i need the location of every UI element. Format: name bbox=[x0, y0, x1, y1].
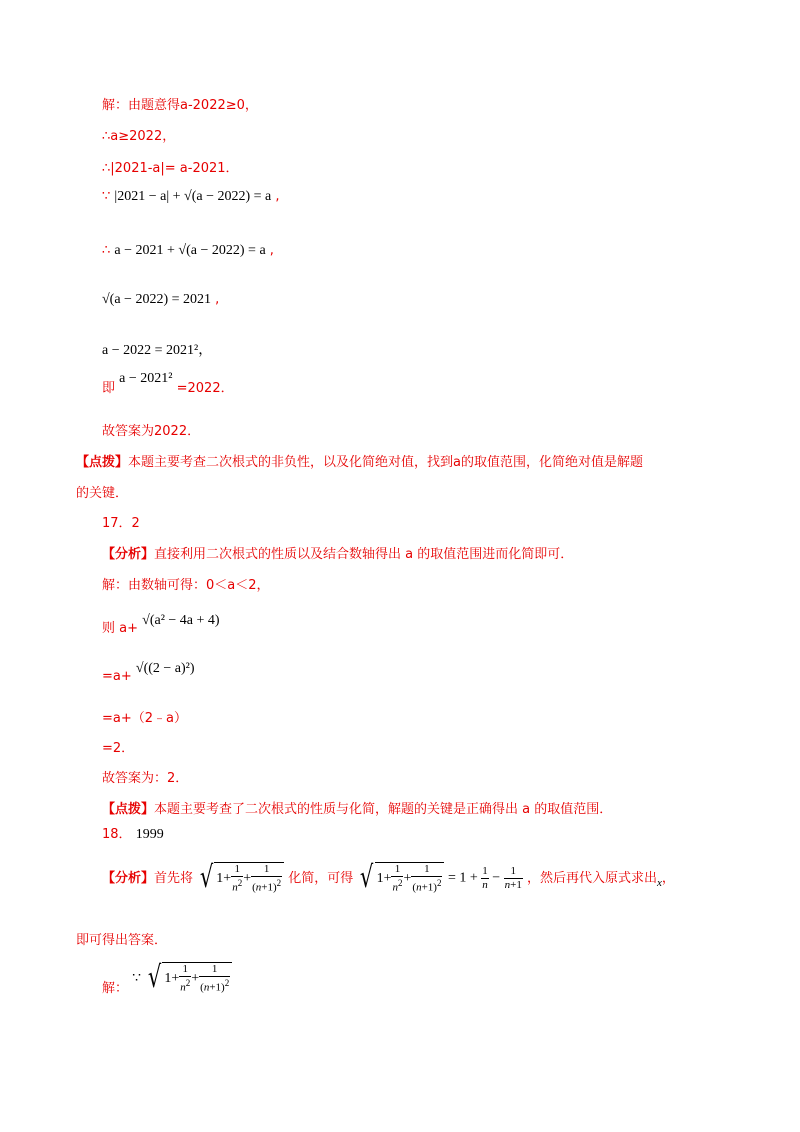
solution-line-1: 解：由题意得a-2022≥0， bbox=[102, 98, 258, 113]
solution-line-7 bbox=[102, 342, 212, 360]
solution-line-3: ∴|2021-a|= a-2021． bbox=[102, 161, 239, 176]
analysis-18-cont: 即可得出答案． bbox=[76, 933, 168, 948]
answer-line-17: 故答案为：2． bbox=[102, 771, 189, 786]
answer-line-16: 故答案为2022． bbox=[102, 424, 201, 439]
equation-sqrt-square: √((2 − a)²) bbox=[135, 661, 195, 676]
solution-line-6: √(a − 2022) = 2021 , bbox=[102, 292, 220, 307]
analysis-18: 【分析】首先将 √ 1+ $\frac{1}{n^2}$ + $\frac{1}{(n+1)^2}$ 化简，可得 √ 1+ $\frac{1}{n^2}$ + $\frac{1}{(n+1)^2}$ = 1 + $\frac{1}{n}$ − $\frac{1}{n+1}$ ，然后再代入原式求出$_x$， bbox=[102, 860, 675, 896]
equation-abs-sqrt: |2021 − a| + √(a − 2022) = a bbox=[114, 189, 272, 204]
equation-sqrt-value: √(a − 2022) = 2021 bbox=[102, 292, 212, 307]
remark-line-17: 【点拨】本题主要考查了二次根式的性质与化简，解题的关键是正确得出 a 的取值范围． bbox=[102, 802, 613, 817]
solution-line-2: ∴a≥2022， bbox=[102, 129, 176, 144]
remark-tag: 【点拨】 bbox=[76, 455, 129, 470]
question-17-answer: 17．2 bbox=[102, 516, 140, 531]
equation-square: a − 2022 = 2021²， bbox=[102, 343, 213, 358]
solution-17-line-2: 则 a+ √(a² − 4a + 4) bbox=[102, 613, 220, 636]
remark-line-16: 【点拨】本题主要考查二次根式的非负性，以及化简绝对值，找到a的取值范围，化简绝对值是解题 bbox=[76, 455, 643, 470]
solution-17-line-1: 解：由数轴可得：0＜a＜2， bbox=[102, 578, 270, 593]
remark-line-16-cont: 的关键． bbox=[76, 486, 129, 501]
answer-value-18: 1999 bbox=[135, 827, 164, 842]
solution-line-4: ∵ |2021 − a| + √(a − 2022) = a , bbox=[102, 189, 280, 204]
equation-sqrt-quadratic: √(a² − 4a + 4) bbox=[142, 613, 220, 628]
sqrt-expression-2: 1+ $\frac{1}{n^2}$ + $\frac{1}{(n+1)^2}$ bbox=[375, 862, 445, 895]
solution-line-8: 即 a − 2021² =2022． bbox=[102, 371, 234, 396]
equation-substituted: a − 2021 + √(a − 2022) = a bbox=[114, 243, 266, 258]
analysis-tag: 【分析】 bbox=[102, 547, 155, 562]
solution-line-5: ∴ a − 2021 + √(a − 2022) = a , bbox=[102, 243, 274, 258]
because-symbol: ∵ bbox=[102, 189, 111, 204]
sqrt-expression-3: 1+ $\frac{1}{n^2}$ + $\frac{1}{(n+1)^2}$ bbox=[162, 962, 232, 995]
question-18-answer: 18． 1999 bbox=[102, 827, 164, 842]
sqrt-expression-1: 1+ $\frac{1}{n^2}$ + $\frac{1}{(n+1)^2}$ bbox=[214, 862, 284, 895]
solution-17-line-5: =2． bbox=[102, 741, 135, 756]
solution-17-line-4: =a+（2﹣a） bbox=[102, 711, 187, 726]
therefore-symbol: ∴ bbox=[102, 243, 111, 258]
solution-18-line-1: 解： ∵ √ 1+ $\frac{1}{n^2}$ + $\frac{1}{(n+1)^2}$ bbox=[102, 962, 232, 995]
remark-tag: 【点拨】 bbox=[102, 802, 155, 817]
analysis-17: 【分析】直接利用二次根式的性质以及结合数轴得出 a 的取值范围进而化简即可． bbox=[102, 547, 574, 562]
equation-result-expr: a − 2021² bbox=[119, 371, 173, 386]
solution-17-line-3: =a+ √((2 − a)²) bbox=[102, 661, 195, 684]
because-symbol: ∵ bbox=[132, 970, 142, 986]
analysis-tag: 【分析】 bbox=[102, 870, 155, 886]
